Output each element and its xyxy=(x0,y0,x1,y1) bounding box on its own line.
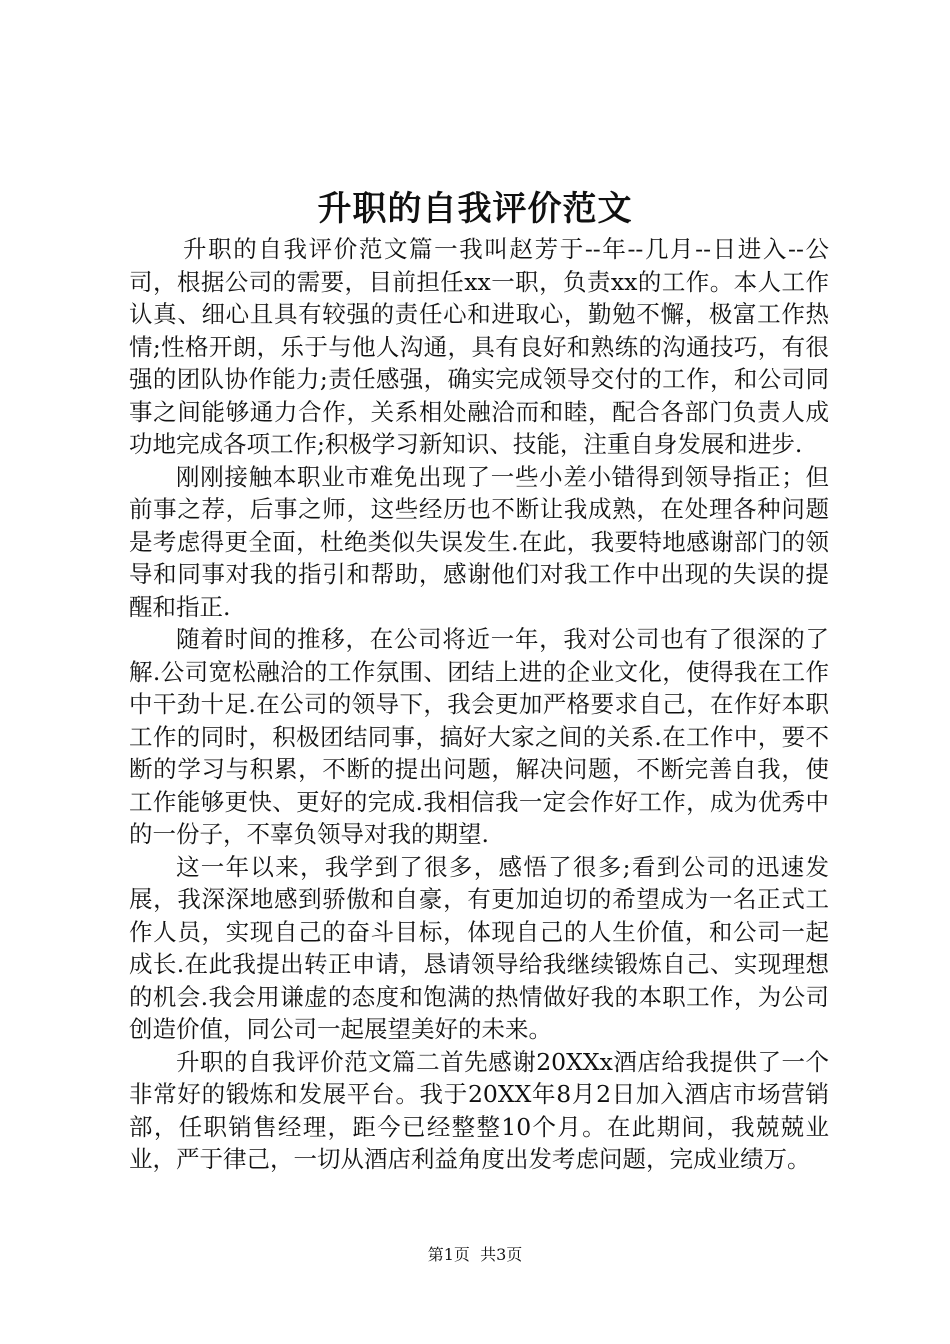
page-footer xyxy=(0,1244,950,1266)
paragraph-4: 这一年以来，我学到了很多，感悟了很多;看到公司的迅速发展，我深深地感到骄傲和自豪，有更加迫切的希望成为一名正式工作人员，实现自己的奋斗目标，体现自己的人生价值，和公司一起成长.在此我提出转正申请，恳请领导给我继续锻炼自己、实现理想的机会.我会用谦虚的态度和饱满的热情做好我的本职工作，为公司创造价值，同公司一起展望美好的未来。 xyxy=(129,852,829,1043)
page-number: 第1页 xyxy=(427,1245,470,1264)
paragraph-2: 刚刚接触本职业市难免出现了一些小差小错得到领导指正；但前事之荐，后事之师，这些经历也不断让我成熟，在处理各种问题是考虑得更全面，杜绝类似失误发生.在此，我要特地感谢部门的领导和同事对我的指引和帮助，感谢他们对我工作中出现的失误的提醒和指正. xyxy=(129,462,829,621)
page-total: 共3页 xyxy=(480,1245,523,1264)
document-body xyxy=(129,233,829,1176)
document-title: 升职的自我评价范文 xyxy=(317,189,633,229)
paragraph-1: 升职的自我评价范文篇一我叫赵芳于--年--几月--日进入--公司，根据公司的需要，目前担任xx一职，负责xx的工作。本人工作认真、细心且具有较强的责任心和进取心，勤勉不懈，极富工作热情;性格开朗，乐于与他人沟通，具有良好和熟练的沟通技巧，有很强的团队协作能力;责任感强，确实完成领导交付的工作，和公司同事之间能够通力合作，关系相处融洽而和睦，配合各部门负责人成功地完成各项工作;积极学习新知识、技能，注重自身发展和进步. xyxy=(129,235,829,458)
paragraph-5: 升职的自我评价范文篇二首先感谢20XXx酒店给我提供了一个非常好的锻炼和发展平台。我于20XX年8月2日加入酒店市场营销部，任职销售经理，距今已经整整10个月。在此期间，我兢兢业业，严于律己，一切从酒店利益角度出发考虑问题，完成业绩万。 xyxy=(129,1047,829,1173)
paragraph-3: 随着时间的推移，在公司将近一年，我对公司也有了很深的了解.公司宽松融洽的工作氛围、团结上进的企业文化，使得我在工作中干劲十足.在公司的领导下，我会更加严格要求自己，在作好本职工作的同时，积极团结同事，搞好大家之间的关系.在工作中，要不断的学习与积累，不断的提出问题，解决问题，不断完善自我，使工作能够更快、更好的完成.我相信我一定会作好工作，成为优秀中的一份子，不辜负领导对我的期望. xyxy=(129,625,829,848)
